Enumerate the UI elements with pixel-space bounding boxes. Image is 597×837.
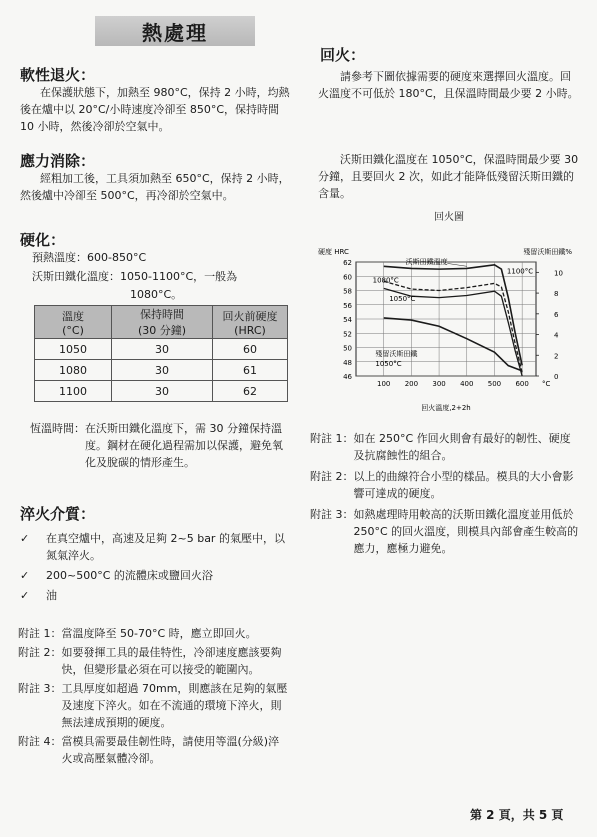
page-footer: 第 2 頁，共 5 頁 <box>470 808 564 822</box>
x-tick-label: 600 <box>515 380 529 388</box>
list-item: ✓ 油 <box>20 589 57 602</box>
y2-tick-label: 6 <box>554 310 559 319</box>
table-cell: 1100 <box>35 381 112 402</box>
annealing-heading: 軟性退火： <box>20 66 96 84</box>
hold-time-label: 恆溫時間： <box>30 422 85 435</box>
note-item: 附註 3： 工具厚度如超過 70mm，則應該在足夠的氣壓及速度下淬火。如在不流通的環境下淬火，則無法達成預期的硬度。 <box>18 682 288 729</box>
table-cell: 1080 <box>35 360 112 381</box>
checkmark-icon: ✓ <box>20 569 30 582</box>
y-tick-label: 52 <box>343 330 352 339</box>
stress-relief-heading: 應力消除： <box>20 152 96 170</box>
series-line <box>384 318 522 371</box>
quench-heading: 淬火介質： <box>20 505 96 523</box>
x-tick-label: 500 <box>487 380 502 388</box>
x-tick-label: 300 <box>432 380 446 388</box>
table-cell: 30 <box>112 339 213 360</box>
x-tick-label: 100 <box>377 380 391 388</box>
y-tick-label: 46 <box>343 373 352 381</box>
table-cell: 30 <box>112 360 213 381</box>
x-axis-label: 回火溫度,2+2h <box>421 404 471 412</box>
chart-annotation: 1050°C <box>375 360 402 369</box>
note-item: 附註 2： 如要發揮工具的最佳特性，冷卻速度應該要夠快，但變形量必須在可以接受的範圍內。 <box>18 646 282 676</box>
tempering-body-2: 沃斯田鐵化溫度在 1050°C，保溫時間最少要 30 分鐘，且要回火 2 次，如此才能降低殘留沃斯田鐵的含量。 <box>318 153 579 200</box>
title-banner <box>95 16 255 46</box>
checkmark-icon: ✓ <box>20 532 30 545</box>
page-title: 熱處理 <box>142 20 208 45</box>
hardening-table <box>34 305 288 402</box>
hold-time-text: 在沃斯田鐵化溫度下，需 30 分鐘保持溫度。鋼材在硬化過程需加以保護，避免氧化及脫碳的情形產生。 <box>85 422 283 469</box>
quench-notes <box>18 625 290 767</box>
table-header-hold: 保持時間 (30 分鐘) <box>112 306 213 339</box>
table-row <box>35 381 288 402</box>
annotation-pointer <box>447 263 466 266</box>
y2-tick-label: 2 <box>554 352 559 361</box>
checkmark-icon: ✓ <box>20 589 30 602</box>
y-tick-label: 54 <box>343 316 352 324</box>
note-item: 附註 1： 當溫度降至 50-70°C 時，應立即回火。 <box>18 627 257 640</box>
chart-title: 回火圖 <box>434 212 464 223</box>
annealing-body: 在保護狀態下，加熱至 980°C，保持 2 小時，均熱後在爐中以 20°C/小時速度冷卻至 850°C，保持時間 10 小時，然後冷卻於空氣中。 <box>20 86 290 133</box>
y-tick-label: 62 <box>343 259 352 267</box>
y-tick-label: 60 <box>343 273 352 282</box>
y-tick-label: 48 <box>343 358 352 367</box>
y2-tick-label: 4 <box>554 331 559 340</box>
table-header-hardness: 回火前硬度 (HRC) <box>213 306 288 339</box>
list-item: ✓ 200~500°C 的流體床或鹽回火浴 <box>20 569 213 582</box>
y2-tick-label: 8 <box>554 290 559 299</box>
hardening-heading: 硬化： <box>20 231 66 249</box>
tempering-body-1: 請參考下圖依據需要的硬度來選擇回火溫度。回火溫度不可低於 180°C，且保溫時間最少要 2 小時。 <box>318 70 579 100</box>
tempering-notes <box>310 430 580 557</box>
austenitize-temp-line2: 1080°C。 <box>130 288 183 301</box>
note-item: 附註 4： 當模具需要最佳韌性時，請使用等溫(分級)淬火或高壓氣體冷卻。 <box>18 735 280 765</box>
table-row <box>35 360 288 381</box>
table-header-temp: 溫度 (°C) <box>35 306 112 339</box>
table-cell: 30 <box>112 381 213 402</box>
quench-media-list <box>20 530 290 607</box>
x-tick-label: 200 <box>404 380 419 388</box>
note-item: 附註 2： 以上的曲線符合小型的樣品。模具的大小會影響可達成的硬度。 <box>310 470 574 500</box>
table-cell: 61 <box>213 360 288 381</box>
y-tick-label: 58 <box>343 287 352 296</box>
stress-relief-body: 經粗加工後，工具須加熱至 650°C，保持 2 小時，然後爐中冷卻至 500°C，再冷卻於空氣中。 <box>20 172 290 202</box>
tempering-chart <box>314 230 584 426</box>
chart-annotation: 沃斯田鐵溫度 <box>405 258 448 267</box>
x-unit-label: °C <box>542 380 551 388</box>
tempering-heading: 回火： <box>320 46 366 64</box>
note-item: 附註 1： 如在 250°C 作回火則會有最好的韌性、硬度及抗腐蝕性的組合。 <box>310 432 571 462</box>
table-header-row <box>35 306 288 339</box>
y2-axis-label: 殘留沃斯田鐵% <box>523 248 572 256</box>
x-tick-label: 400 <box>460 380 474 388</box>
list-item: ✓ 在真空爐中，高速及足夠 2~5 bar 的氣壓中，以氮氣淬火。 <box>20 532 285 562</box>
y2-tick-label: 10 <box>554 269 563 278</box>
y-tick-label: 56 <box>343 301 352 310</box>
note-item: 附註 3： 如熱處理時用較高的沃斯田鐵化溫度並用低於 250°C 的回火溫度，則模具內部會產生較高的應力，應極力避免。 <box>310 508 579 555</box>
preheat-temp: 預熱溫度：600-850°C <box>32 251 147 264</box>
table-cell: 1050 <box>35 339 112 360</box>
hold-time-note <box>30 420 290 471</box>
table-cell: 62 <box>213 381 288 402</box>
y-axis-label: 硬度 HRC <box>318 248 349 256</box>
y2-tick-label: 0 <box>554 373 559 381</box>
austenitize-temp-line1: 沃斯田鐵化溫度：1050-1100°C，一般為 <box>32 270 238 283</box>
table-row <box>35 339 288 360</box>
chart-annotation: 1080°C <box>372 276 399 285</box>
y-tick-label: 50 <box>343 344 352 353</box>
chart-annotation: 殘留沃斯田鐵 <box>375 350 418 359</box>
chart-annotation: 1100°C <box>506 267 534 276</box>
chart-annotation: 1050°C <box>389 295 416 304</box>
table-cell: 60 <box>213 339 288 360</box>
